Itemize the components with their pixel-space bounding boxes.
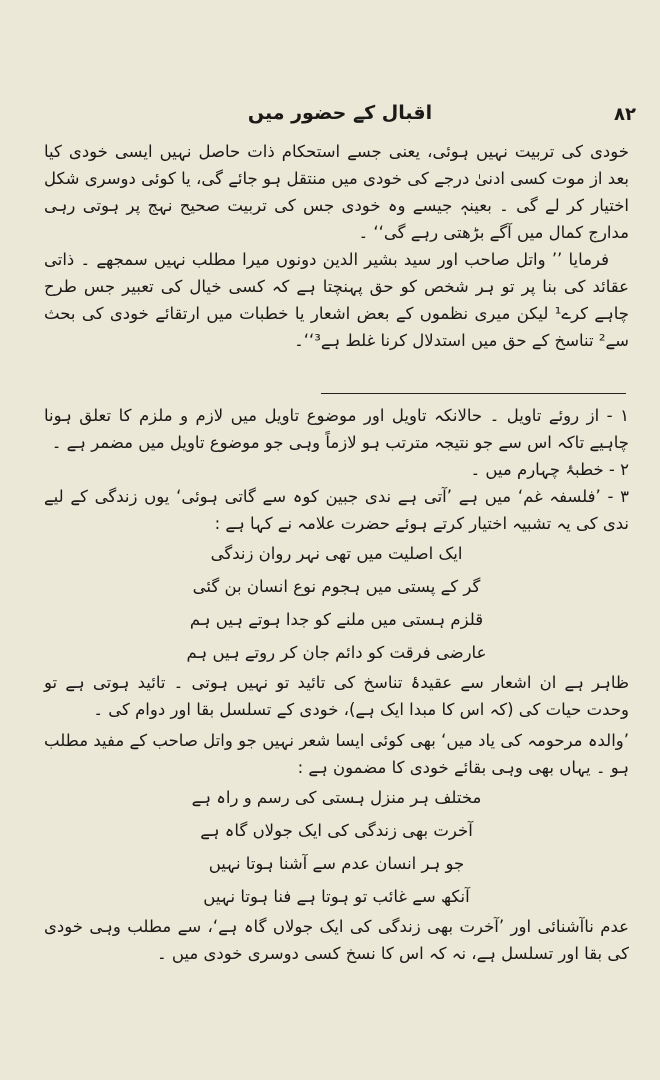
footnote-1: ۱ - از روئے تاویل ۔ حالانکہ تاویل اور موضوع تاویل میں لازم و ملزم کا تعلق ہونا چاہیے تاکہ اس سے جو نتیجہ مترتب ہو لازماً وہی جو موضوع تاویل میں مضمر ہے ۔ bbox=[44, 406, 629, 452]
verse-line: ایک اصلیت میں تھی نہر روان زندگی bbox=[210, 544, 463, 563]
footnote-3: ۳ - ’فلسفہ غم‘ میں ہے ’آتی ہے ندی جبین کوہ سے گاتی ہوئی‘ یوں زندگی کے لیے ندی کی یہ تشبیہ اختیار کرتے ہوئے حضرت علامہ نے کہا ہے : bbox=[44, 487, 629, 533]
verse-line: جو ہر انسان عدم سے آشنا ہوتا نہیں bbox=[208, 854, 465, 873]
footnote-divider bbox=[321, 393, 626, 394]
verse-line: عارضی فرقت کو دائم جان کر روتے ہیں ہم bbox=[186, 643, 487, 662]
verse-block-1 bbox=[167, 537, 507, 669]
verse-block-2 bbox=[167, 781, 507, 913]
footnote-2: ۲ - خطبۂ چہارم میں ۔ bbox=[470, 460, 629, 479]
commentary-paragraph-2: ’والدہ مرحومہ کی یاد میں‘ بھی کوئی ایسا شعر نہیں جو واتل صاحب کے مفید مطلب ہو ۔ یہاں بھی وہی بقائے خودی کا مضمون ہے : bbox=[44, 731, 629, 777]
verse-line: قلزم ہستی میں ملنے کو جدا ہوتے ہیں ہم bbox=[189, 610, 484, 629]
commentary-paragraph-3: عدم ناآشنائی اور ’آخرت بھی زندگی کی ایک جولاں گاہ ہے‘، سے مطلب وہی خودی کی بقا اور تسلسل ہے، نہ کہ اس کا نسخ کسی دوسری خودی میں ۔ bbox=[44, 917, 629, 963]
main-text bbox=[44, 138, 629, 354]
verse-line: گر کے پستی میں ہجوم نوع انسان بن گئی bbox=[192, 577, 481, 596]
page-number: ۸۲ bbox=[614, 104, 636, 125]
verse-line: مختلف ہر منزل ہستی کی رسم و راہ ہے bbox=[191, 788, 482, 807]
commentary-paragraph-1: ظاہر ہے ان اشعار سے عقیدۂ تناسخ کی تائید تو نہیں ہوتی ۔ تائید ہوتی ہے تو وحدت حیات کی (کہ اس کا مبدا ایک ہے)، خودی کے تسلسل بقا اور دوام کی ۔ bbox=[44, 673, 629, 719]
footnotes bbox=[44, 402, 629, 967]
paragraph-1: خودی کی تربیت نہیں ہوئی، یعنی جسے استحکام ذات حاصل نہیں ایسی خودی کیا بعد از موت کسی ادنیٰ درجے کی خودی میں منتقل ہو جائے گی، یا کوئی دوسری شکل اختیار کر لے گی ۔ بعینہٖ جیسے وہ خودی جس کی تربیت صحیح نہج پر ہوتی رہی مدارج کمال میں آگے بڑھتی رہے گی‘‘ ۔ bbox=[44, 142, 629, 242]
page-header bbox=[40, 102, 640, 132]
verse-line: آخرت بھی زندگی کی ایک جولاں گاہ ہے bbox=[200, 821, 473, 840]
running-title: اقبال کے حضور میں bbox=[247, 102, 433, 124]
paragraph-2: فرمایا ’’ واتل صاحب اور سید بشیر الدین دونوں میرا مطلب نہیں سمجھے ۔ ذاتی عقائد کی بنا پر تو ہر شخص کو حق پہنچتا ہے کہ کسی خیال کی تعبیر جس طرح چاہے کرے¹ لیکن میری نظموں کے بعض اشعار یا خطبات میں ارتقائے خودی کی بحث سے² تناسخ کے حق میں استدلال کرنا غلط ہے³‘‘۔ bbox=[44, 250, 629, 350]
verse-line: آنکھ سے غائب تو ہوتا ہے فنا ہوتا نہیں bbox=[203, 887, 470, 906]
